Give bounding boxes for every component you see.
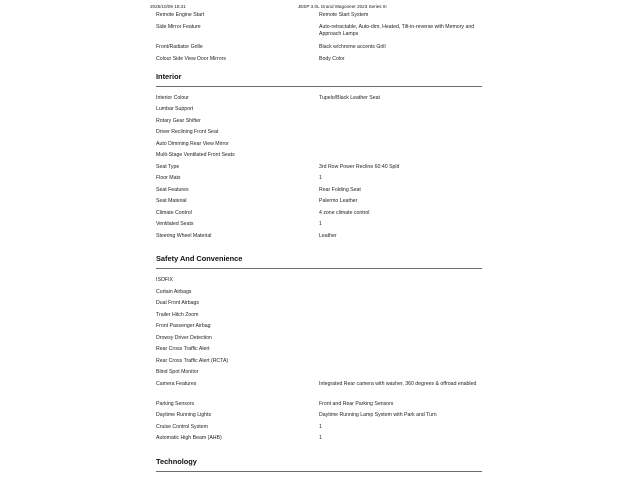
spec-label: Interior Colour (156, 95, 189, 101)
spec-value: Palermo Leather (319, 198, 358, 204)
spec-label: Rear Cross Traffic Alert (156, 346, 210, 352)
section-divider (156, 471, 482, 472)
spec-value: Rear Folding Seat (319, 187, 361, 193)
spec-label: Drowsy Driver Detection (156, 335, 212, 341)
spec-value: Body Color (319, 56, 345, 62)
print-doc-title: JEEP 3.0L Grand Wagoneer 2023 Series III (298, 4, 387, 9)
spec-label: Seat Material (156, 198, 187, 204)
spec-label: Cruise Control System (156, 424, 208, 430)
spec-value: Front and Rear Parking Sensors (319, 401, 394, 407)
spec-value: Leather (319, 233, 337, 239)
spec-label: Driver Reclining Front Seat (156, 129, 219, 135)
spec-label: Curtain Airbags (156, 289, 192, 295)
spec-label: Remote Engine Start (156, 12, 205, 18)
spec-label: Trailer Hitch Zoom (156, 312, 199, 318)
spec-label: Colour Side View Door Mirrors (156, 56, 226, 62)
spec-label: Lumbar Support (156, 106, 194, 112)
spec-value: Integrated Rear camera with washer, 360 degrees & offroad enabled (319, 381, 477, 387)
section-divider (156, 86, 482, 87)
spec-label: Dual Front Airbags (156, 300, 199, 306)
print-datetime: 2025/10/09 18:31 (150, 4, 186, 9)
spec-label: Seat Type (156, 164, 180, 170)
spec-label: Side Mirror Feature (156, 24, 201, 30)
spec-label: ISOFIX (156, 277, 174, 283)
spec-value: Daytime Running Lamp System with Park and Turn (319, 412, 437, 418)
spec-label: Steering Wheel Material (156, 233, 212, 239)
spec-label: Automatic High Beam (AHB) (156, 435, 222, 441)
spec-label: Auto Dimming Rear View Mirror (156, 141, 229, 147)
spec-value: 3rd Row Power Recline 60:40 Split (319, 164, 400, 170)
spec-label: Multi-Stage Ventilated Front Seats (156, 152, 235, 158)
spec-value: 4 zone climate control (319, 210, 370, 216)
spec-label: Front/Radiator Grille (156, 44, 203, 50)
spec-label: Parking Sensors (156, 401, 195, 407)
spec-label: Rear Cross Traffic Alert (RCTA) (156, 358, 229, 364)
spec-label: Rotary Gear Shifter (156, 118, 201, 124)
spec-value: 1 (319, 221, 322, 227)
spec-value: Auto-retractable, Auto-dim, Heated, Tilt-in-reverse with Memory and Approach Lamps (319, 24, 475, 37)
spec-value: Tupelo/Black Leather Seat (319, 95, 380, 101)
spec-value: Remote Start System (319, 12, 369, 18)
print-header (0, 4, 640, 12)
spec-label: Daytime Running Lights (156, 412, 212, 418)
spec-label: Front Passenger Airbag (156, 323, 211, 329)
spec-value: Black w/chrome accents Grill (319, 44, 386, 50)
spec-label: Floor Mats (156, 175, 181, 181)
spec-label: Seat Features (156, 187, 189, 193)
spec-label: Blind Spot Monitor (156, 369, 199, 375)
section-title-safety: Safety And Convenience (156, 254, 243, 263)
section-title-technology: Technology (156, 457, 197, 466)
section-divider (156, 268, 482, 269)
spec-label: Ventilated Seats (156, 221, 194, 227)
section-title-interior: Interior (156, 72, 182, 81)
spec-value: 1 (319, 435, 322, 441)
spec-label: Camera Features (156, 381, 197, 387)
spec-label: Climate Control (156, 210, 192, 216)
spec-value: 1 (319, 175, 322, 181)
spec-value: 1 (319, 424, 322, 430)
